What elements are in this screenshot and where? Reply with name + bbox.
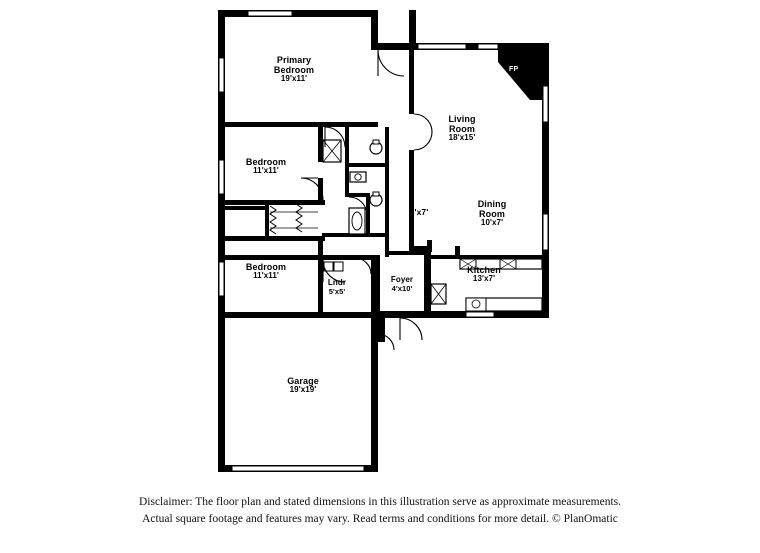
- room-label-foyer: Foyer 4'x10': [390, 275, 414, 293]
- room-label-dining-room: Dining Room 10'x7': [477, 199, 507, 228]
- room-label-living-room: Living Room 18'x15': [448, 114, 476, 143]
- interior-walls: [225, 50, 543, 318]
- room-label-bedroom-2: Bedroom 11'x11': [245, 157, 287, 176]
- room-label-hall-bath: 8'x7': [409, 207, 429, 217]
- fixtures: [270, 140, 542, 311]
- room-label-kitchen: Kitchen 13'x7': [467, 265, 501, 284]
- fireplace-label: FP: [509, 66, 519, 73]
- room-label-garage: Garage 19'x19': [287, 376, 319, 395]
- room-label-bedroom-3: Bedroom 11'x11': [245, 262, 287, 281]
- room-label-laundry: Lndr 5'x5': [327, 278, 347, 296]
- disclaimer-text: [0, 494, 760, 527]
- disclaimer-line-2: Actual square footage and features may vary. Read terms and conditions for more detail. © PlanOmatic: [142, 512, 618, 525]
- disclaimer-line-1: Disclaimer: The floor plan and stated dimensions in this illustration serve as approximate measurements.: [138, 496, 622, 508]
- room-label-primary-bedroom: Primary Bedroom 19'x11': [273, 55, 315, 84]
